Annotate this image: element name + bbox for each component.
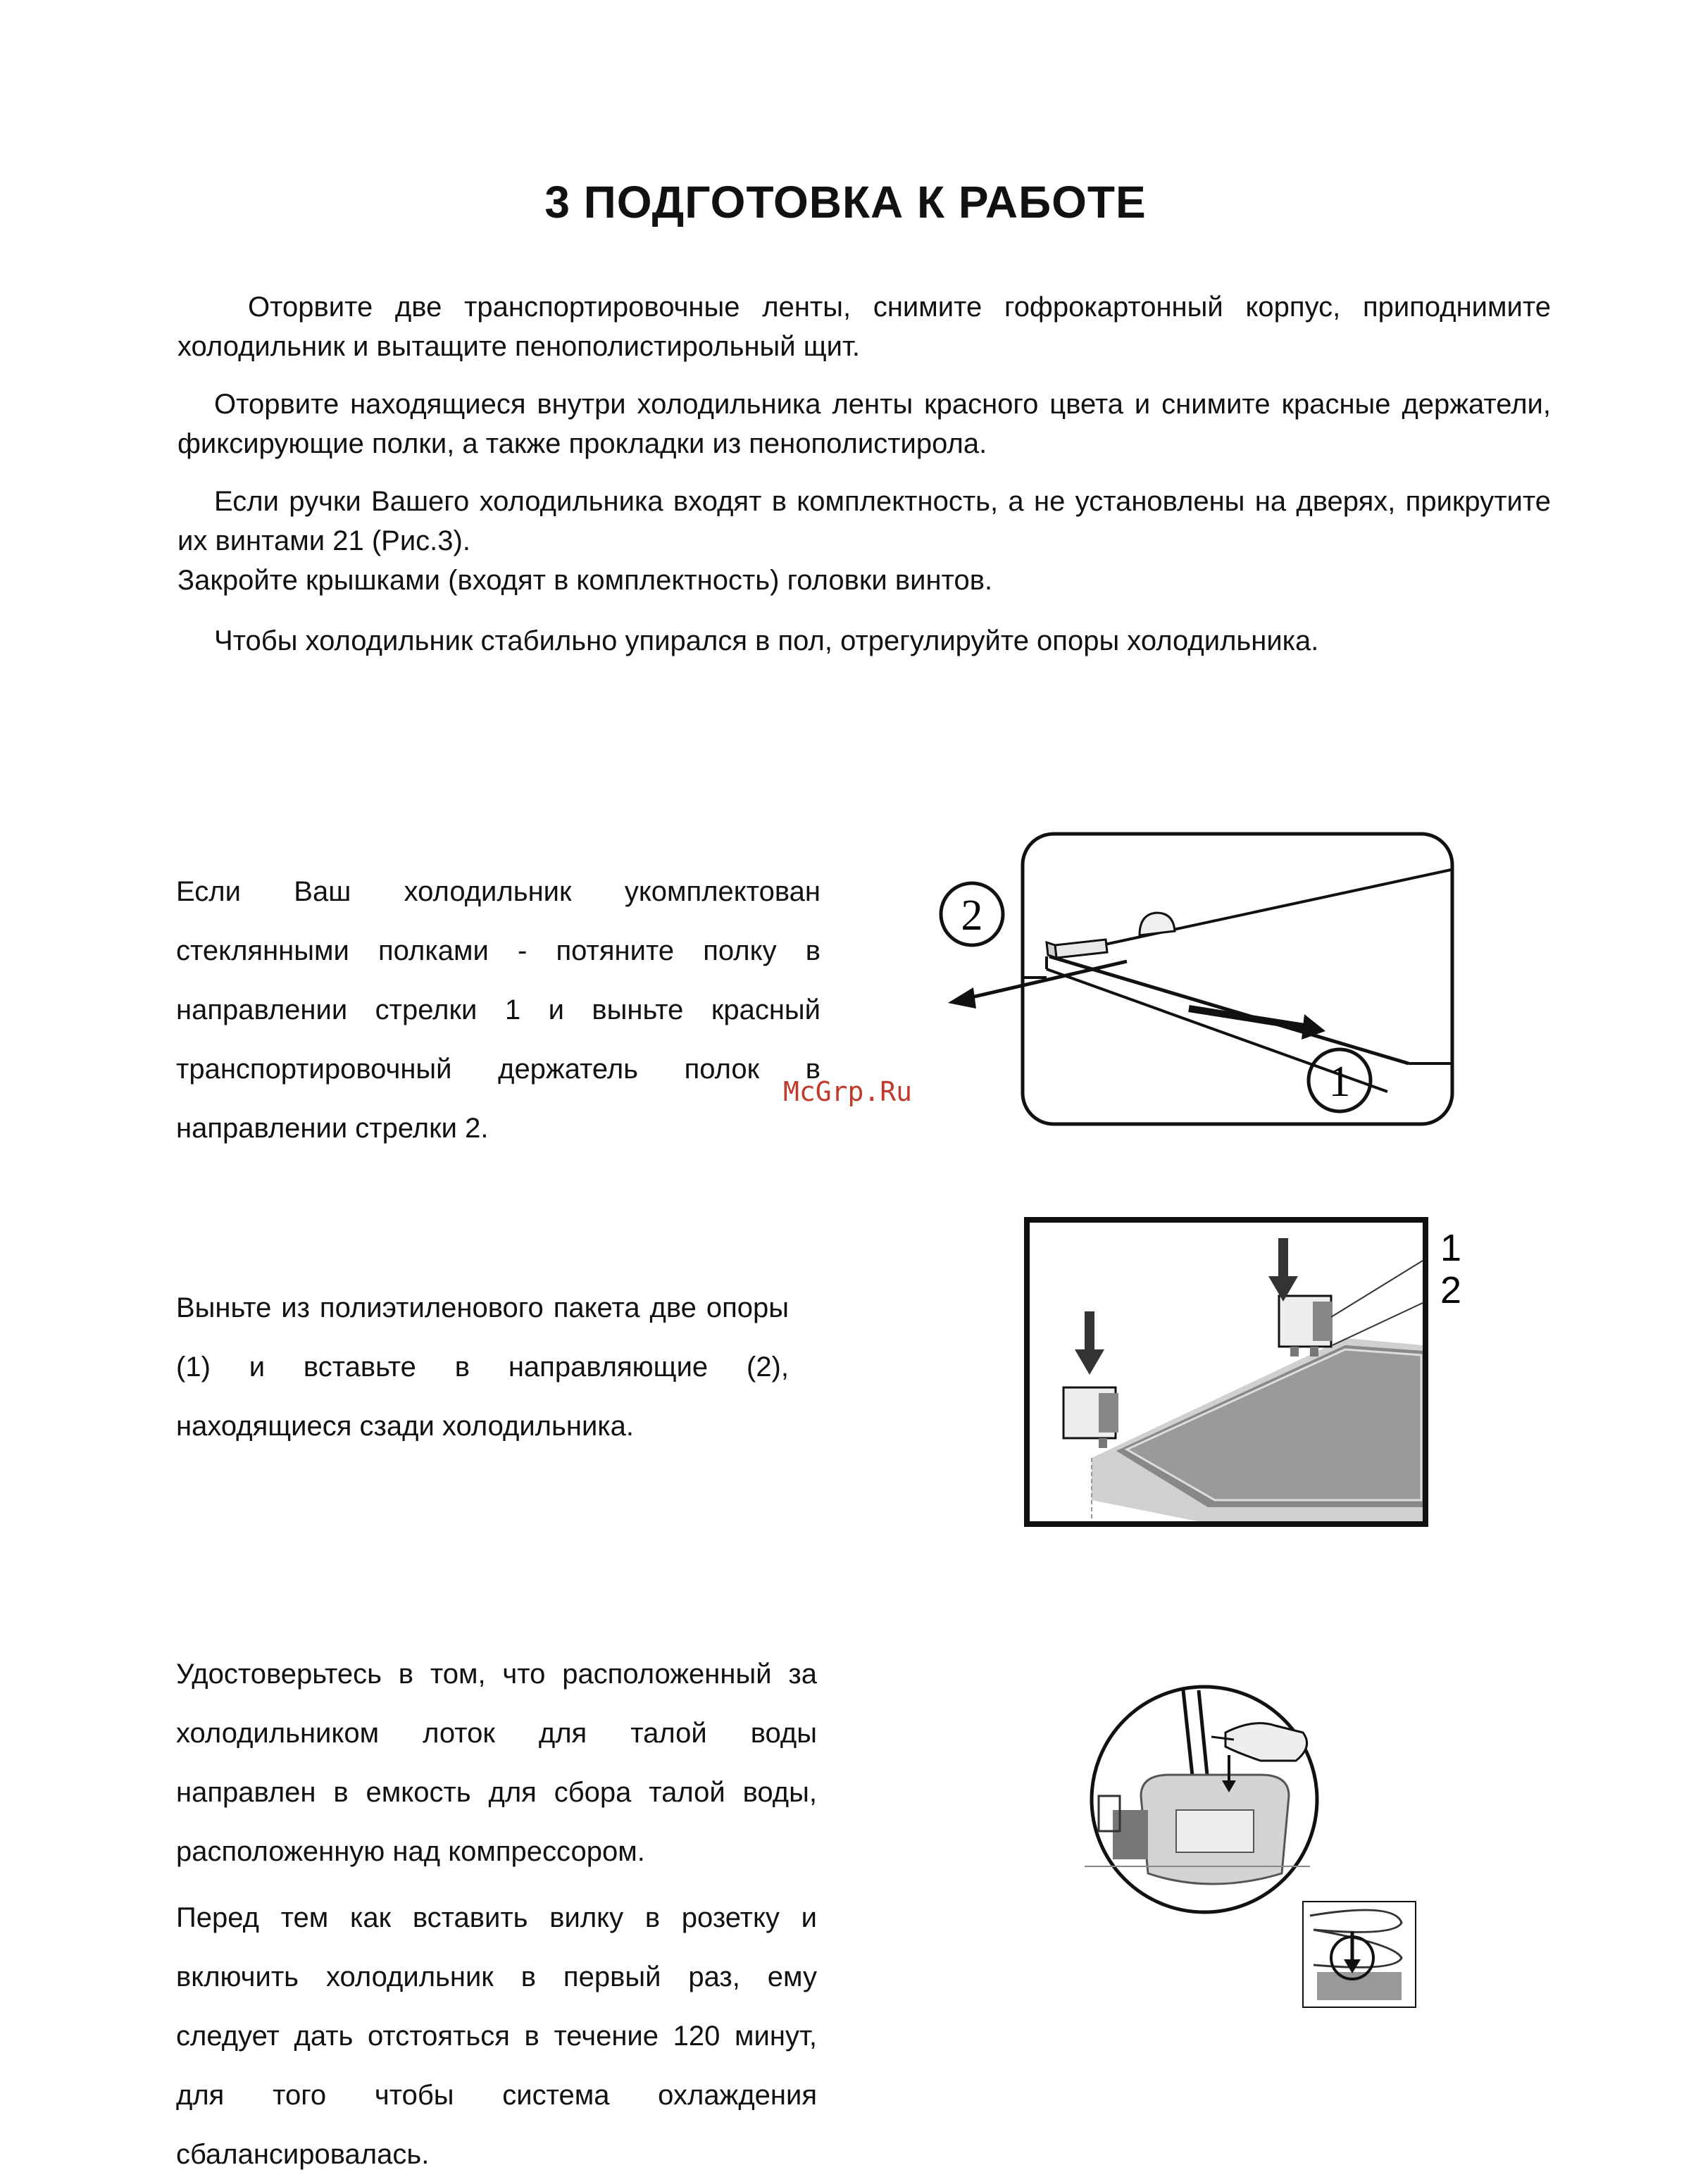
arrow-down-right-icon	[1268, 1238, 1298, 1302]
foot-right-icon	[1279, 1296, 1333, 1356]
arrow-1-icon	[1189, 1009, 1325, 1040]
label-2-digit: 2	[961, 892, 983, 940]
intro-paragraph-1: Оторвите две транспортировочные ленты, снимите гофрокартонный корпус, приподнимите холодильник и вытащите пенополистирольный щит.	[177, 292, 1551, 362]
section3-text	[176, 1645, 817, 2184]
intro-paragraph-3b: Закройте крышками (входят в комплектность) головки винтов.	[177, 565, 993, 596]
label-2: 2	[1440, 1269, 1462, 1311]
intro-paragraph-2: Оторвите находящиеся внутри холодильника ленты красного цвета и снимите красные держатели, фиксирующие полки, а также прокладки из пенополистирола.	[177, 389, 1551, 459]
leader-line-1	[1331, 1261, 1423, 1317]
foot-left-icon	[1063, 1387, 1118, 1448]
page-title: 3 ПОДГОТОВКА К РАБОТЕ	[544, 177, 1147, 227]
watermark: McGrp.Ru	[783, 1076, 913, 1107]
shelf-glass	[1047, 870, 1451, 1092]
arrow-down-left-icon	[1075, 1311, 1104, 1375]
rear-view-inset	[1303, 1902, 1416, 2007]
section3-paragraph-2: Перед тем как вставить вилку в розетку и включить холодильник в первый раз, ему следует дать отстояться в течение 120 минут, для того чтобы система охлаждения сбалансировалась.	[176, 1902, 817, 2170]
intro-paragraph-3: Если ручки Вашего холодильника входят в комплектность, а не установлены на дверях, прикрутите их винтами 21 (Рис.3).	[177, 486, 1551, 556]
intro-paragraph-4: Чтобы холодильник стабильно упирался в пол, отрегулируйте опоры холодильника.	[214, 625, 1319, 656]
section2-text	[176, 1278, 789, 1456]
arrow-2-icon	[948, 961, 1127, 1009]
figure-frame	[1023, 834, 1452, 1124]
shelf-holder-figure	[916, 824, 1458, 1134]
leader-line-2	[1333, 1303, 1423, 1345]
feet-install-figure	[1014, 1211, 1493, 1535]
drain-tray-figure	[1071, 1676, 1423, 2014]
label-1-digit: 1	[1328, 1058, 1351, 1106]
label-1: 1	[1440, 1227, 1462, 1269]
shelf-holder-clip	[1047, 913, 1175, 958]
section3-paragraph-1: Удостоверьтесь в том, что расположенный за холодильником лоток для талой воды направлен в емкость для сбора талой воды, расположенную над компрессором.	[176, 1659, 817, 1867]
section1-paragraph: Если Ваш холодильник укомплектован стеклянными полками - потяните полку в направлении стрелки 1 и выньте красный транспортировочный держатель полок в направлении стрелки 2.	[176, 876, 820, 1144]
intro-text	[177, 287, 1551, 679]
section1-text	[176, 862, 820, 1158]
compressor-icon	[1099, 1775, 1289, 1884]
section2-paragraph: Выньте из полиэтиленового пакета две опоры (1) и вставьте в направляющие (2), находящиеся сзади холодильника.	[176, 1292, 789, 1442]
